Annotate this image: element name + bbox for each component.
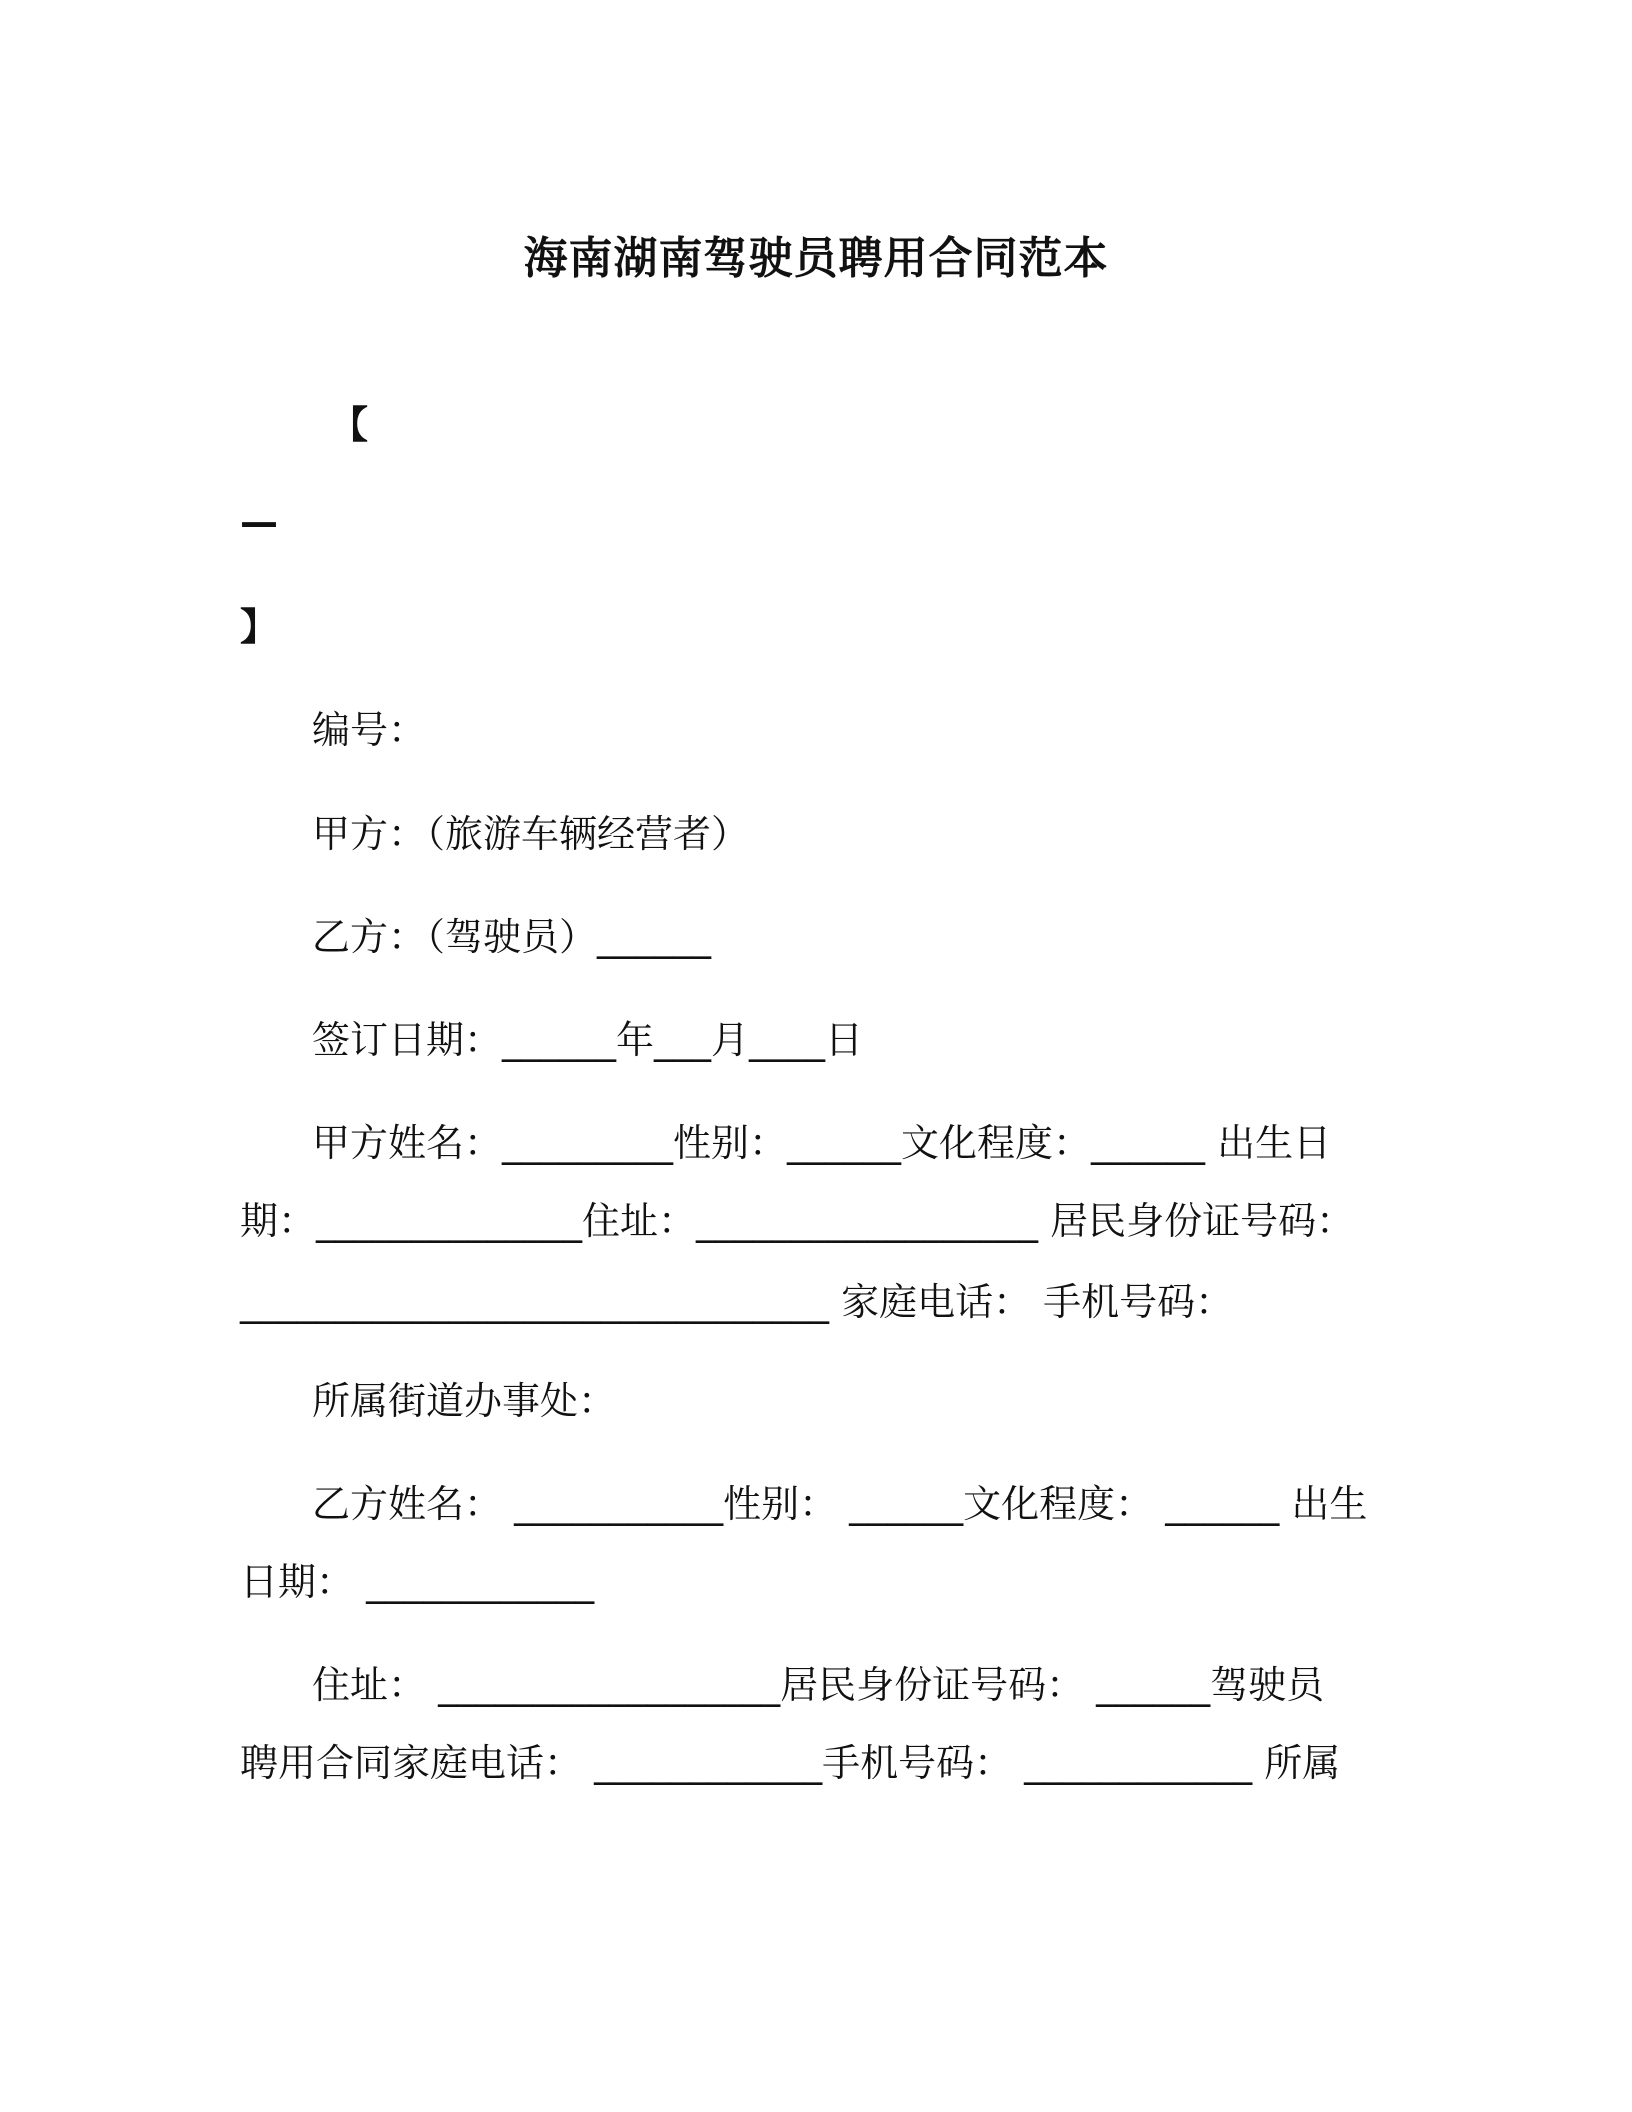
party-b-info-line-2: 日期： ____________ — [240, 1560, 595, 1604]
party-b-address-line-1: 住址： __________________居民身份证号码： ______驾驶员 — [312, 1663, 1325, 1707]
sign-date-line: 签订日期：______年___月____日 — [312, 1018, 864, 1062]
party-a-office-line: 所属街道办事处： — [312, 1379, 617, 1423]
bracket-open: 【 — [330, 403, 369, 447]
party-b-info-line-1: 乙方姓名： ___________性别： ______文化程度： ______ 出生 — [312, 1482, 1368, 1526]
party-b-line: 乙方：（驾驶员）______ — [312, 915, 712, 959]
party-a-info-line-2: 期：______________住址：__________________ 居民身份证号码： — [240, 1199, 1355, 1243]
bracket-dash: — — [240, 500, 278, 544]
party-a-line: 甲方：（旅游车辆经营者） — [312, 812, 750, 856]
party-a-info-line-1: 甲方姓名：_________性别：______文化程度：______ 出生日 — [312, 1121, 1332, 1165]
serial-number-line: 编号： — [312, 708, 427, 752]
bracket-close: 】 — [240, 605, 279, 649]
party-b-address-line-2: 聘用合同家庭电话： ____________手机号码： ____________ 所属 — [240, 1741, 1341, 1785]
party-a-info-line-3: _______________________________ 家庭电话： 手机号码： — [240, 1280, 1234, 1324]
document-title: 海南湖南驾驶员聘用合同范本 — [523, 233, 1109, 284]
